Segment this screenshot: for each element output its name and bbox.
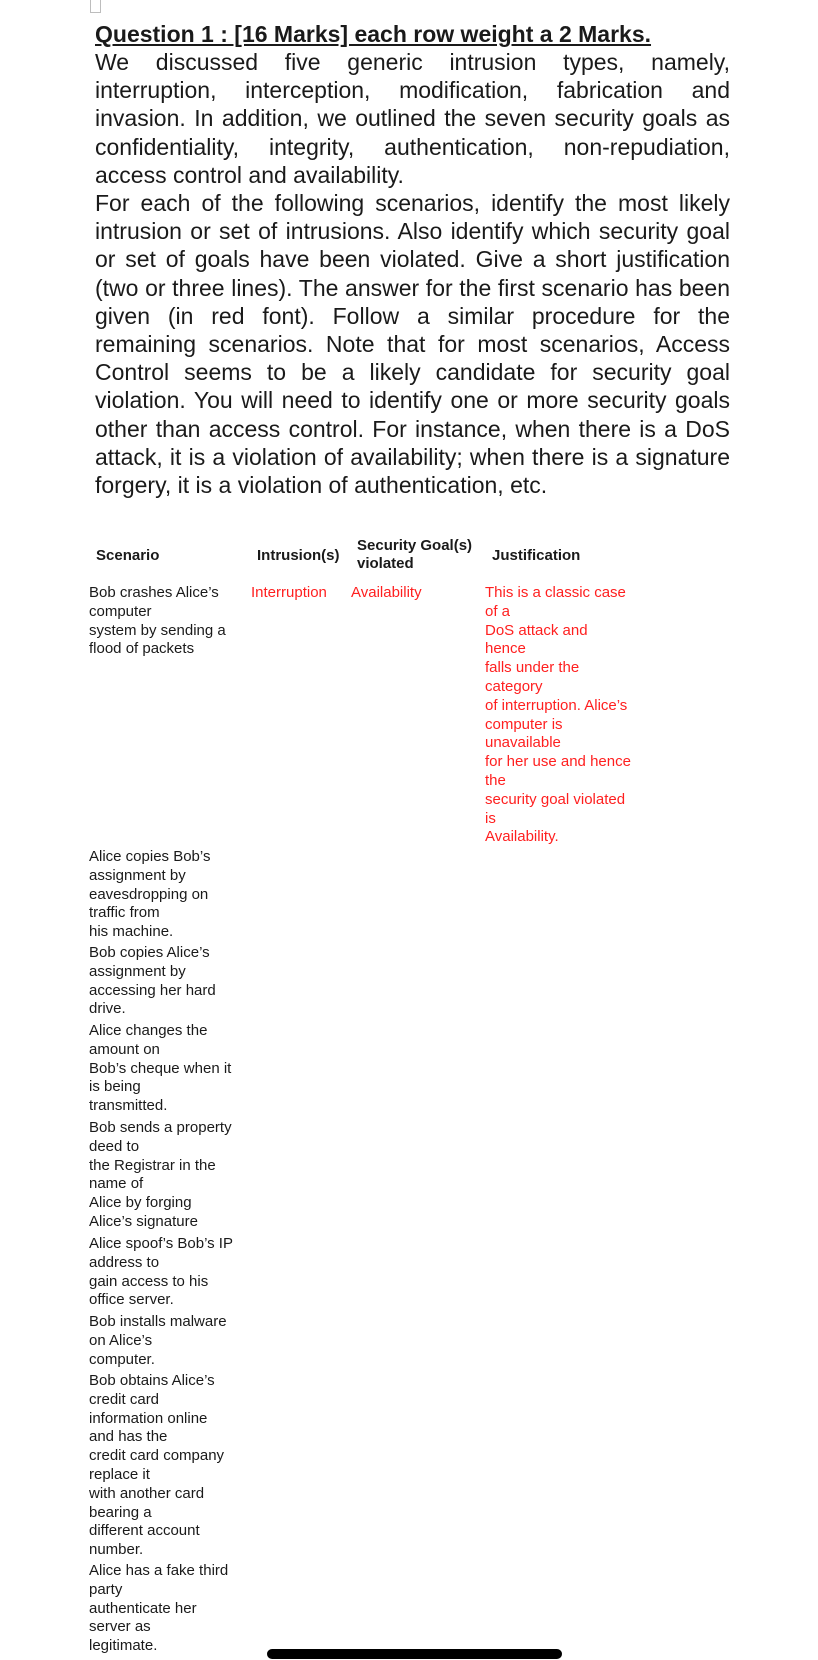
checkbox-icon[interactable] xyxy=(90,0,101,13)
table-row xyxy=(0,1562,818,1658)
security-goal-cell: Availability xyxy=(351,584,422,601)
scenario-cell: Alice has a fake third party authenticate her server as legitimate. xyxy=(89,1562,229,1655)
table-row xyxy=(0,1313,818,1372)
table-row xyxy=(0,944,818,1022)
table-row xyxy=(0,1022,818,1119)
justification-cell: This is a classic case of a DoS attack and hence falls under the category of interruption. Alice’s computer is unavailable for her use and hence the security goal violated is Availability. xyxy=(485,584,631,846)
header-justification: Justification xyxy=(492,547,581,564)
table-row xyxy=(0,848,818,944)
table-header xyxy=(0,537,818,577)
question-paragraph-1: We discussed five generic intrusion types, namely, interruption, interception, modification, fabrication and invasion. In addition, we outlined the seven security goals as confidentiality, integrity, authentication, non-repudiation, access control and availability. xyxy=(95,49,730,188)
header-scenario: Scenario xyxy=(96,547,160,564)
question-title: Question 1 : [16 Marks] each row weight a 2 Marks. xyxy=(95,21,652,47)
scenario-cell: Alice copies Bob’s assignment by eavesdropping on traffic from his machine. xyxy=(89,848,211,941)
scenario-cell: Alice changes the amount on Bob’s cheque when it is being transmitted. xyxy=(89,1022,232,1115)
table-row xyxy=(0,1119,818,1235)
scenario-cell: Bob sends a property deed to the Registrar in the name of Alice by forging Alice’s signature xyxy=(89,1119,232,1230)
question-text xyxy=(95,20,730,499)
scenario-table xyxy=(0,584,818,1658)
scenario-cell: Bob obtains Alice’s credit card information online and has the credit card company replace it with another card bearing a different account number. xyxy=(89,1372,225,1559)
scenario-cell: Bob crashes Alice’s computer system by sending a flood of packets xyxy=(89,584,226,658)
home-indicator[interactable] xyxy=(267,1649,562,1659)
question-paragraph-2: For each of the following scenarios, identify the most likely intrusion or set of intrusions. Also identify which security goal or set of goals have been violated. Give a short justification (two or three lines). The answer for the first scenario has been given (in red font). Follow a similar procedure for the remaining scenarios. Note that for most scenarios, Access Control seems to be a likely candidate for security goal violation. You will need to identify one or more security goals other than access control. For instance, when there is a DoS attack, it is a violation of availability; when there is a signature forgery, it is a violation of authentication, etc. xyxy=(95,190,730,499)
table-row xyxy=(0,584,818,848)
scenario-cell: Bob copies Alice’s assignment by accessing her hard drive. xyxy=(89,944,216,1018)
scenario-cell: Bob installs malware on Alice’s computer. xyxy=(89,1313,227,1368)
table-row xyxy=(0,1372,818,1562)
table-row xyxy=(0,1235,818,1313)
scenario-cell: Alice spoof’s Bob’s IP address to gain access to his office server. xyxy=(89,1235,233,1309)
header-intrusion: Intrusion(s) xyxy=(257,547,340,564)
header-security-goal: Security Goal(s) violated xyxy=(357,537,473,572)
intrusion-cell: Interruption xyxy=(251,584,327,601)
